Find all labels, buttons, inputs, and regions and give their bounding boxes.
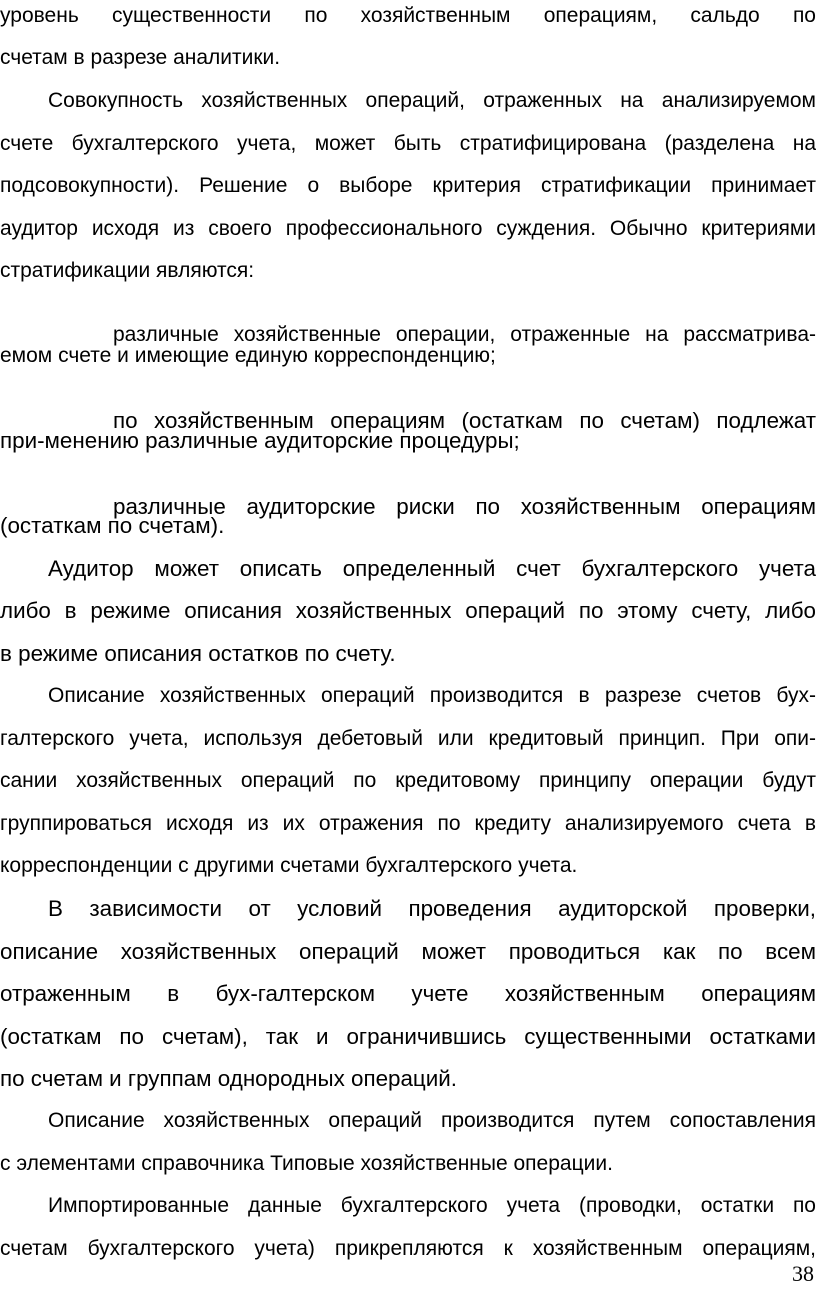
- text-line: В зависимости от условий проведения аудиторской проверки,: [48, 896, 816, 921]
- bullet-text: по хозяйственным операциям (остаткам по счетам) подлежат: [113, 408, 816, 434]
- text-line: сании хозяйственных операций по кредитовому принципу операции будут: [0, 769, 816, 792]
- text-line: при-менению различные аудиторские процедуры;: [0, 428, 520, 453]
- text-line: описание хозяйственных операций может проводиться как по всем: [0, 939, 816, 964]
- text-line: Аудитор может описать определенный счет бухгалтерского учета: [48, 556, 816, 581]
- text-line: подсовокупности). Решение о выборе критерия стратификации принимает: [0, 174, 816, 197]
- text-line: емом счете и имеющие единую корреспонденцию;: [0, 344, 496, 367]
- text-line: отраженным в бух-галтерском учете хозяйственным операциям: [0, 981, 816, 1006]
- text-line: стратификации являются:: [0, 259, 255, 282]
- text-line: группироваться исходя из их отражения по кредиту анализируемого счета в: [0, 812, 816, 835]
- text-line: в режиме описания остатков по счету.: [0, 641, 396, 666]
- text-line: с элементами справочника Типовые хозяйственные операции.: [0, 1152, 613, 1175]
- bullet-text: различные аудиторские риски по хозяйственным операциям: [113, 494, 816, 520]
- text-line: уровень существенности по хозяйственным операциям, сальдо по: [0, 4, 816, 27]
- text-line: Импортированные данные бухгалтерского учета (проводки, остатки по: [48, 1194, 816, 1217]
- text-line: по счетам и группам однородных операций.: [0, 1066, 457, 1091]
- text-line: либо в режиме описания хозяйственных операций по этому счету, либо: [0, 598, 816, 623]
- text-line: аудитор исходя из своего профессионального суждения. Обычно критериями: [0, 217, 816, 240]
- text-line: Описание хозяйственных операций производится в разрезе счетов бух-: [48, 684, 816, 707]
- bullet-text: различные хозяйственные операции, отраженные на рассматрива-: [113, 323, 816, 346]
- text-line: (остаткам по счетам).: [0, 513, 225, 538]
- text-line: счетам в разрезе аналитики.: [0, 46, 281, 69]
- text-line: Совокупность хозяйственных операций, отраженных на анализируемом: [48, 89, 816, 112]
- text-line: Описание хозяйственных операций производится путем сопоставления: [48, 1109, 816, 1132]
- bullet-square-icon: [0, 386, 16, 412]
- bullet-square-icon: [0, 301, 16, 327]
- page-number: 38: [792, 1261, 814, 1286]
- text-line: счете бухгалтерского учета, может быть стратифицирована (разделена на: [0, 132, 816, 155]
- bullet-square-icon: [0, 472, 16, 498]
- text-line: корреспонденции с другими счетами бухгалтерского учета.: [0, 854, 578, 877]
- text-line: (остаткам по счетам), так и ограничившись существенными остатками: [0, 1024, 816, 1049]
- text-line: галтерского учета, используя дебетовый или кредитовый принцип. При опи-: [0, 727, 816, 750]
- text-line: счетам бухгалтерского учета) прикрепляются к хозяйственным операциям,: [0, 1237, 816, 1260]
